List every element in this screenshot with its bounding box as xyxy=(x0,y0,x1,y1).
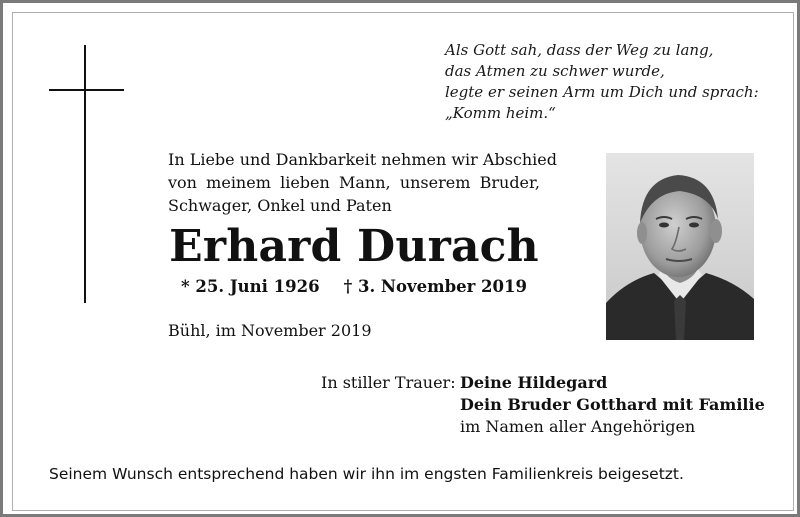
deceased-name: Erhard Durach xyxy=(169,221,539,272)
birth-date: * 25. Juni 1926 xyxy=(181,277,320,296)
poem-line: Als Gott sah, dass der Weg zu lang, xyxy=(445,41,714,59)
cross-symbol xyxy=(84,45,86,303)
poem-line: das Atmen zu schwer wurde, xyxy=(445,62,665,80)
intro-text xyxy=(168,148,558,217)
portrait-photo xyxy=(606,153,754,340)
death-date: † 3. November 2019 xyxy=(343,277,527,296)
place-date: Bühl, im November 2019 xyxy=(168,321,372,340)
intro-line: von meinem lieben Mann, unserem Bruder, xyxy=(168,173,540,192)
intro-line: Schwager, Onkel und Paten xyxy=(168,196,392,215)
life-dates xyxy=(168,275,540,299)
mourning-label: In stiller Trauer: xyxy=(321,373,456,392)
mourner-name: im Namen aller Angehörigen xyxy=(460,417,696,436)
burial-note: Seinem Wunsch entsprechend haben wir ihn im engsten Familienkreis beigesetzt. xyxy=(49,465,684,483)
mourners-list xyxy=(460,372,765,438)
poem xyxy=(445,40,759,124)
intro-line: In Liebe und Dankbarkeit nehmen wir Abschied xyxy=(168,150,558,169)
mourner-name: Dein Bruder Gotthard mit Familie xyxy=(460,395,765,414)
cross-symbol-bar xyxy=(49,89,124,91)
poem-line: „Komm heim.“ xyxy=(445,104,556,122)
mourner-name: Deine Hildegard xyxy=(460,373,608,392)
poem-line: legte er seinen Arm um Dich und sprach: xyxy=(445,83,759,101)
